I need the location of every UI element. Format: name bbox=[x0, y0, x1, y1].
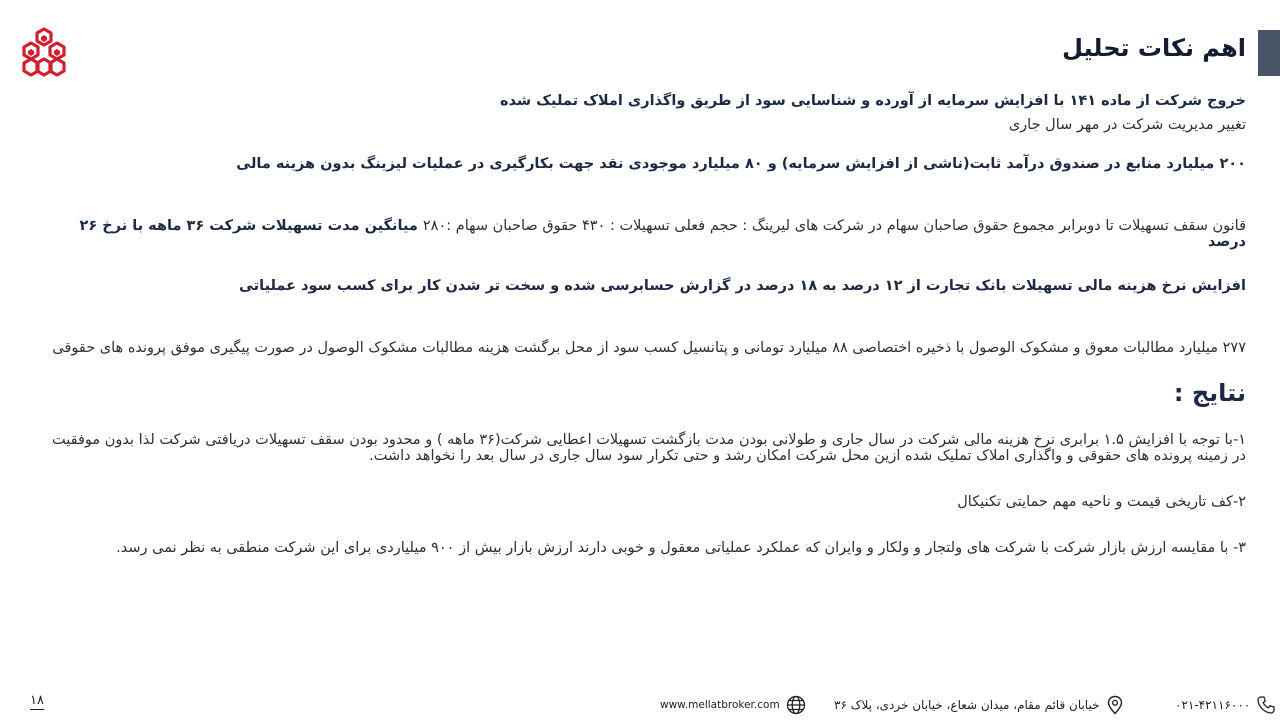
point-3: ۲۰۰ میلیارد منابع در صندوق درآمد ثابت(ناشی از افزایش سرمایه) و ۸۰ میلیارد موجودی نقد جهت بکارگیری در عملیات لیزینگ بدون هزینه مالی bbox=[236, 156, 1246, 172]
point-5: افزایش نرخ هزینه مالی تسهیلات بانک تجارت از ۱۲ درصد به ۱۸ درصد در گزارش حسابرسی شده و سخت تر شدن کار برای کسب سود عملیاتی bbox=[239, 278, 1246, 294]
footer-phone bbox=[1175, 695, 1276, 715]
point-6: ۲۷۷ میلیارد مطالبات معوق و مشکوک الوصول با ذخیره اختصاصی ۸۸ میلیارد تومانی و پتانسیل کسب سود از محل برگشت هزینه مطالبات مشکوک الوصول در صورت پیگیری موفق پرونده های حقوقی bbox=[52, 340, 1246, 356]
point-4 bbox=[50, 218, 1246, 250]
footer bbox=[0, 690, 1280, 718]
footer-website[interactable] bbox=[660, 695, 806, 715]
title-accent-bar bbox=[1258, 30, 1280, 76]
footer-address bbox=[834, 695, 1124, 715]
results-heading: نتایج : bbox=[1173, 379, 1246, 407]
result-3: ۳- با مقایسه ارزش بازار شرکت با شرکت های ولتجار و ولکار و وایران که عملکرد عملیاتی معقول و خوبی دارند ارزش بازار بیش از ۹۰۰ میلیاردی برای این شرکت منطقی به نظر نمی رسد. bbox=[116, 540, 1246, 556]
page-title: اهم نکات تحلیل bbox=[1062, 34, 1246, 62]
globe-icon bbox=[786, 695, 806, 715]
website-text: www.mellatbroker.com bbox=[660, 699, 780, 711]
company-logo bbox=[20, 26, 68, 78]
page-number: ۱۸ bbox=[30, 693, 44, 708]
result-2: ۲-کف تاریخی قیمت و ناحیه مهم حمایتی تکنیکال bbox=[957, 494, 1246, 510]
analysis-content bbox=[50, 90, 1246, 556]
result-1: ۱-با توجه با افزایش ۱.۵ برابری نرخ هزینه مالی شرکت در سال جاری و طولانی بودن مدت بازگشت تسهیلات اعطایی شرکت(۳۶ ماهه ) و محدود بودن سقف تسهیلات دریافتی شرکت لذا بدون موفقیت در زمینه پرونده های حقوقی و واگذاری املاک تملیک شده ازین محل شرکت امکان رشد و حتی تکرار سود سال جاری در سال بعد را نخواهد داشت. bbox=[52, 432, 1246, 464]
phone-text: ۰۲۱-۴۲۱۱۶۰۰۰ bbox=[1175, 698, 1251, 712]
point-4-normal: قانون سقف تسهیلات تا دوبرابر مجموع حقوق صاحبان سهام در شرکت های لیرینگ : حجم فعلی تسهیلات : ۴۳۰ حقوق صاحبان سهام :۲۸۰ bbox=[422, 218, 1246, 234]
address-text: خیابان قائم مقام، میدان شعاع، خیابان خردی، پلاک ۳۶ bbox=[834, 698, 1100, 712]
point-1: خروج شرکت از ماده ۱۴۱ با افزایش سرمایه از آورده و شناسایی سود از طریق واگذاری املاک تملیک شده bbox=[499, 93, 1246, 109]
point-4-bold: میانگین مدت تسهیلات شرکت ۳۶ ماهه با نرخ ۲۶ درصد bbox=[79, 218, 1246, 250]
location-pin-icon bbox=[1106, 695, 1124, 715]
point-2: تغییر مدیریت شرکت در مهر سال جاری bbox=[1008, 117, 1246, 133]
phone-icon bbox=[1256, 695, 1276, 715]
